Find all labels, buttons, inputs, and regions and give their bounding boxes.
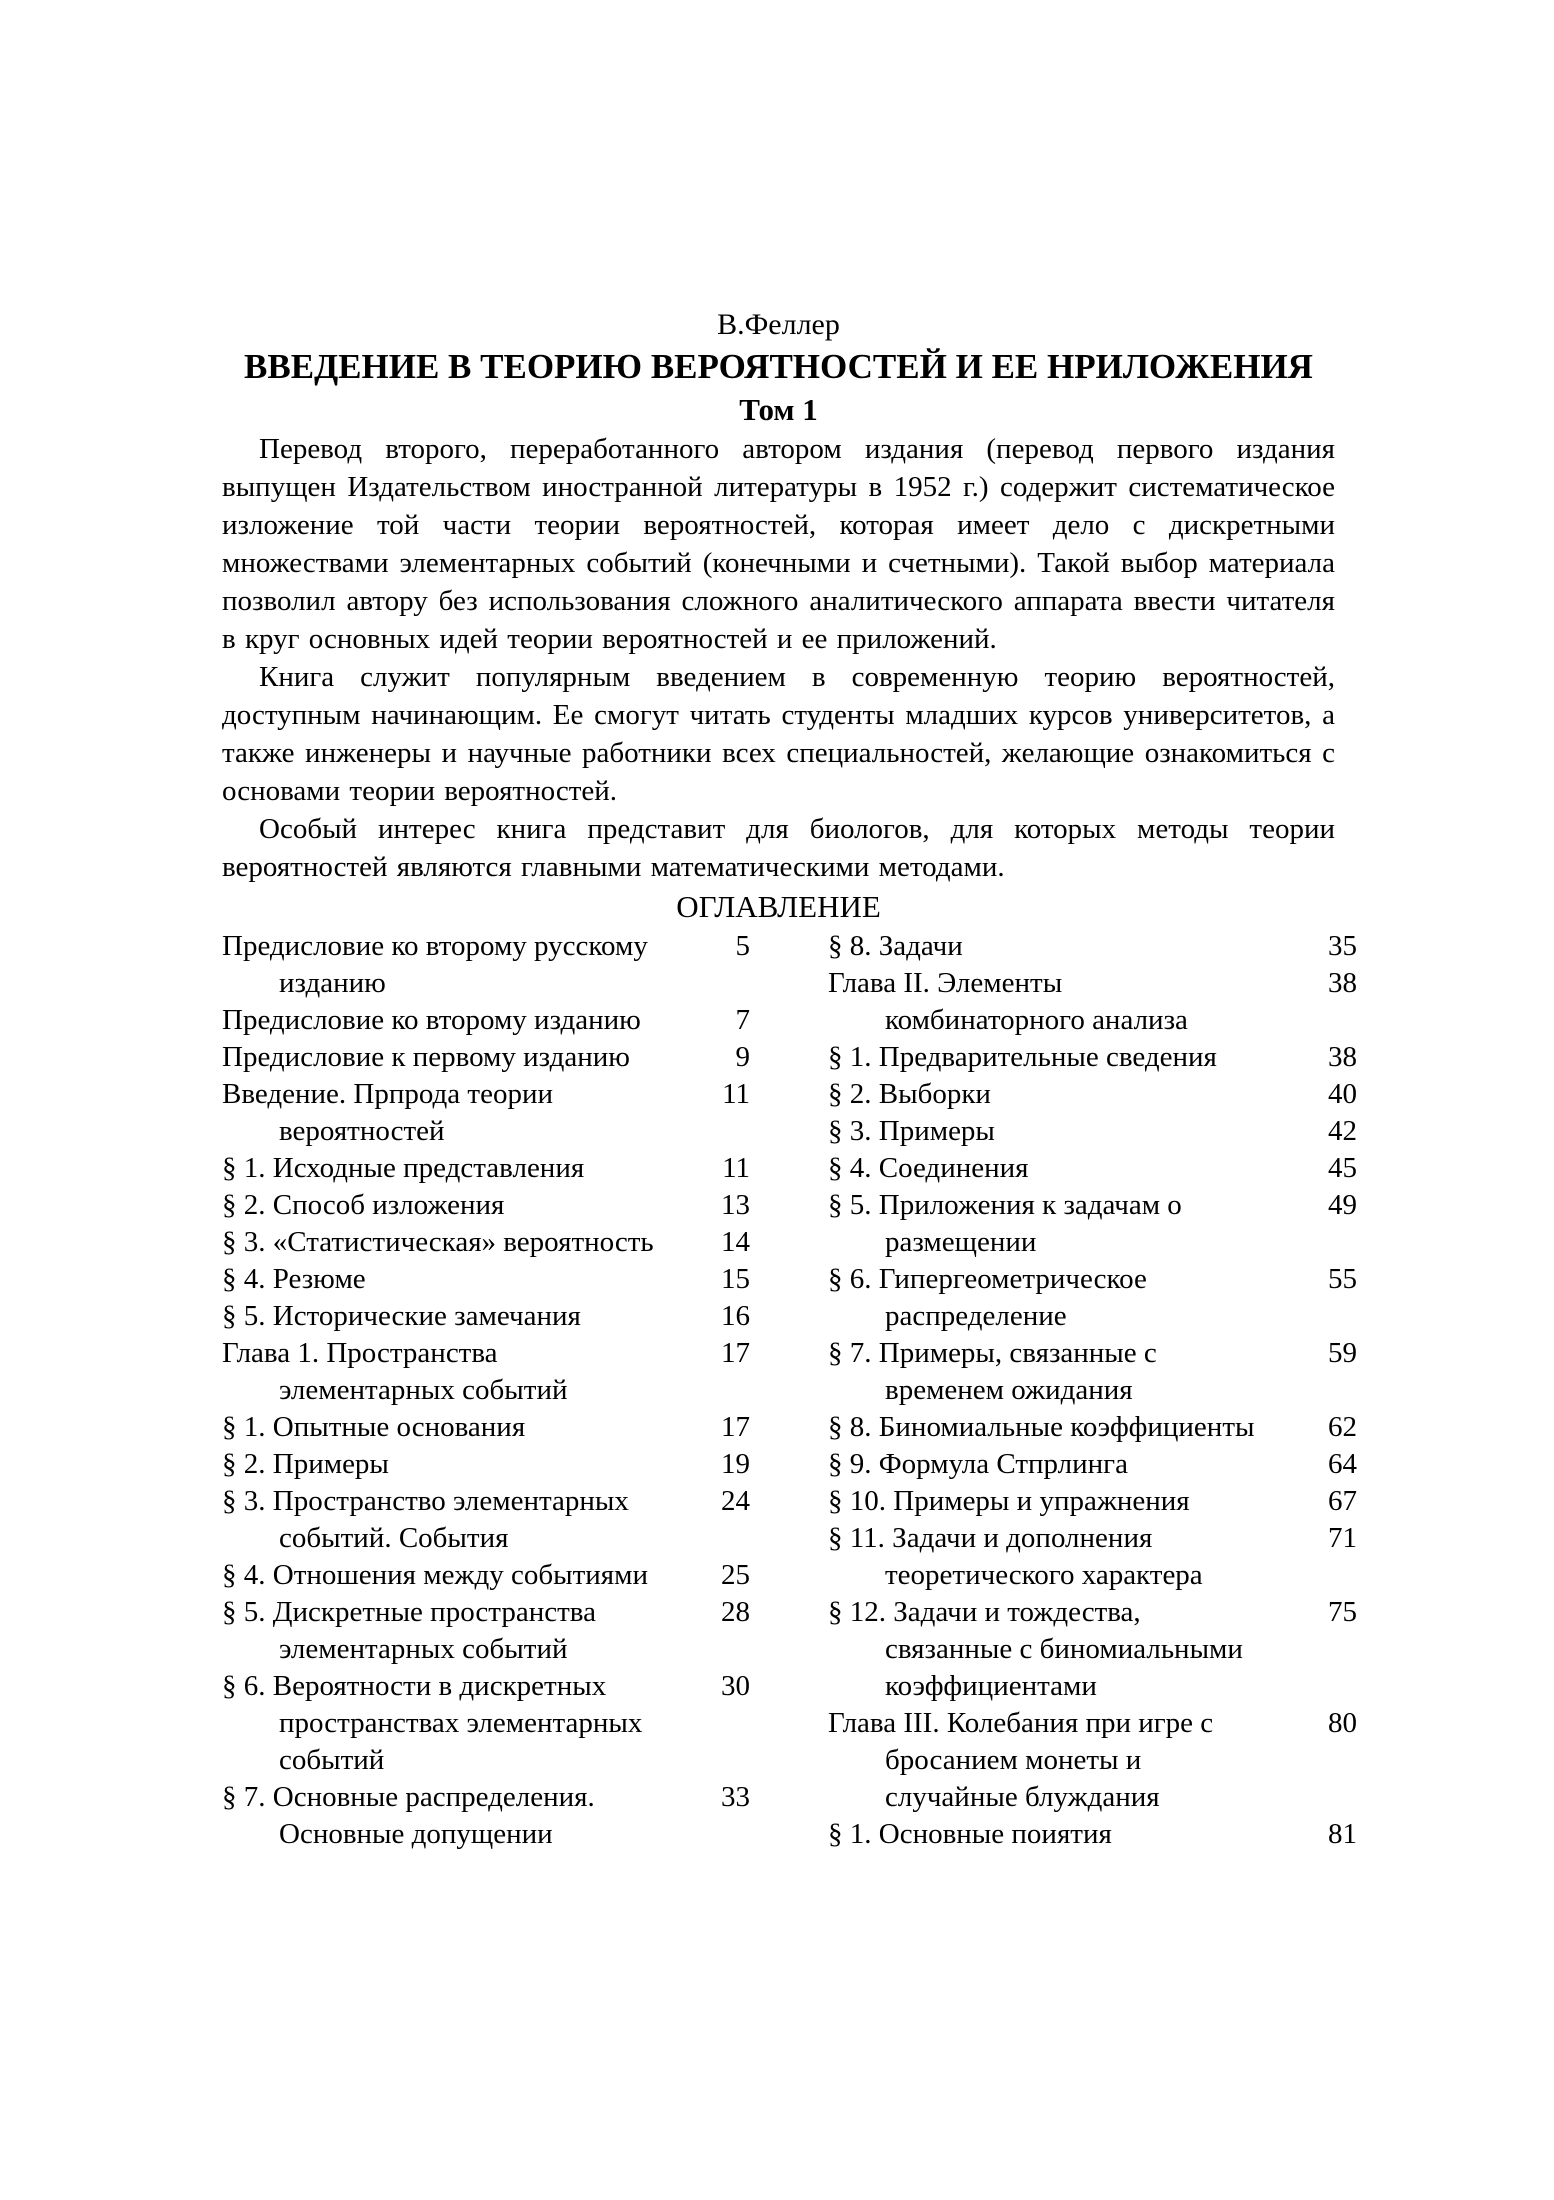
toc-entry-line-continuation (828, 1002, 1357, 1039)
toc-entry-page-number: 64 (1328, 1448, 1357, 1480)
toc-entry (828, 1483, 1357, 1520)
toc-entry-text: коэффициентами (885, 1670, 1097, 1702)
toc-entry-line (222, 1039, 750, 1076)
toc-entry-page-number: 19 (721, 1448, 750, 1480)
toc-entry-page-number: 17 (721, 1411, 750, 1443)
toc-entry-text: § 7. Основные распределения. (222, 1781, 595, 1813)
toc-entry-text: событий (279, 1744, 385, 1776)
book-title: ВВЕДЕНИЕ В ТЕОРИЮ ВЕРОЯТНОСТЕЙ И ЕЕ НРИЛОЖЕНИЯ (244, 347, 1313, 386)
toc-entry-page-number: 30 (721, 1670, 750, 1702)
toc-entry-line-continuation (828, 1224, 1357, 1261)
toc-entry-line (222, 1261, 750, 1298)
toc-entry-text: § 5. Исторические замечания (222, 1300, 581, 1332)
toc-entry-page-number: 81 (1328, 1818, 1357, 1850)
toc-entry-line-continuation (222, 1742, 750, 1779)
toc-entry (222, 1594, 750, 1668)
toc-entry-line-continuation (828, 1372, 1357, 1409)
toc-entry-text: элементарных событий (279, 1374, 568, 1406)
toc-entry-text: событий. События (279, 1522, 509, 1554)
toc-entry-text: § 6. Вероятности в дискретных (222, 1670, 607, 1702)
toc-entry-page-number: 5 (735, 930, 750, 962)
toc-entry-text: Глава 1. Пространства (222, 1337, 498, 1369)
toc-entry-line (828, 1187, 1357, 1224)
toc-entry (222, 1224, 750, 1261)
toc-entry-page-number: 7 (735, 1004, 750, 1036)
toc-entry (222, 1779, 750, 1853)
toc-entry-page-number: 59 (1328, 1337, 1357, 1369)
toc-entry-line (828, 1261, 1357, 1298)
toc-entry-line (828, 1594, 1357, 1631)
toc-entry-line (828, 1150, 1357, 1187)
toc-entry (222, 1409, 750, 1446)
toc-entry-text: бросанием монеты и (885, 1744, 1142, 1776)
toc-entry-text: Глава II. Элементы (828, 967, 1063, 999)
toc-entry (828, 965, 1357, 1039)
toc-entry-page-number: 28 (721, 1596, 750, 1628)
toc-entry (828, 1113, 1357, 1150)
toc-entry (828, 1187, 1357, 1261)
toc-entry-line (222, 1409, 750, 1446)
book-author: В.Феллер (717, 308, 840, 341)
toc-entry-page-number: 80 (1328, 1707, 1357, 1739)
toc-entry-line-continuation (828, 1298, 1357, 1335)
toc-entry-text: элементарных событий (279, 1633, 568, 1665)
toc-entry-text: § 2. Способ изложения (222, 1189, 505, 1221)
toc-entry-line (828, 1409, 1357, 1446)
toc-entry-page-number: 15 (721, 1263, 750, 1295)
toc-entry-line-continuation (222, 1113, 750, 1150)
toc-entry-line (828, 1483, 1357, 1520)
toc-entry (222, 1446, 750, 1483)
toc-entry-page-number: 11 (722, 1078, 750, 1110)
toc-entry-line (222, 1187, 750, 1224)
toc-entry-text: Введение. Прпрода теории (222, 1078, 553, 1110)
toc-entry-text: § 5. Приложения к задачам о (828, 1189, 1182, 1221)
intro-paragraph: Особый интерес книга представит для биологов, для которых методы теории вероятностей являются главными математическими методами. (222, 813, 1335, 883)
document-page (222, 306, 1357, 1853)
toc-entry-line-continuation (222, 1816, 750, 1853)
toc-entry-line (828, 1113, 1357, 1150)
toc-entry-page-number: 38 (1328, 1041, 1357, 1073)
toc-entry-line (222, 1594, 750, 1631)
toc-entry-text: случайные блуждания (885, 1781, 1160, 1813)
toc-entry-line (222, 1483, 750, 1520)
toc-entry-line (222, 1446, 750, 1483)
toc-entry-page-number: 13 (721, 1189, 750, 1221)
toc-entry (222, 1261, 750, 1298)
toc-entry (222, 1557, 750, 1594)
toc-entry-text: Предисловие ко второму русскому (222, 930, 648, 962)
toc-entry-line (222, 1076, 750, 1113)
toc-entry-text: изданию (279, 967, 386, 999)
toc-entry-line-continuation (222, 1705, 750, 1742)
toc-entry-text: § 3. Примеры (828, 1115, 995, 1147)
toc-entry (222, 1002, 750, 1039)
toc-entry-line-continuation (828, 1668, 1357, 1705)
toc-entry-text: § 4. Соединения (828, 1152, 1029, 1184)
intro-paragraph: Перевод второго, переработанного автором издания (перевод первого издания выпущен Издательством иностранной литературы в 1952 г.) содержит систематическое изложение той части теории вероятностей, которая имеет дело с дискретными множествами элементарных событий (конечными и счетными). Такой выбор материала позволил автору без использования сложного аналитического аппарата ввести читателя в круг основных идей теории вероятностей и ее приложений. (222, 433, 1335, 655)
toc-entry (828, 1039, 1357, 1076)
toc-entry-line (828, 1816, 1357, 1853)
toc-entry-line-continuation (828, 1631, 1357, 1668)
toc-entry-text: § 1. Основные поиятия (828, 1818, 1112, 1850)
toc-entry-text: § 10. Примеры и упражнения (828, 1485, 1190, 1517)
toc-entry-line (828, 965, 1357, 1002)
toc-entry (828, 1816, 1357, 1853)
toc-entry-text: вероятностей (279, 1115, 445, 1147)
toc-entry-text: § 1. Предварительные сведения (828, 1041, 1217, 1073)
toc-entry-line (222, 1150, 750, 1187)
toc-entry-text: § 2. Примеры (222, 1448, 389, 1480)
toc-entry-text: § 12. Задачи и тождества, (828, 1596, 1141, 1628)
toc-entry-line (828, 1705, 1357, 1742)
toc-entry-text: § 11. Задачи и дополнения (828, 1522, 1153, 1554)
toc-entry-text: § 2. Выборки (828, 1078, 991, 1110)
toc-entry-line (222, 1298, 750, 1335)
toc-entry-line (222, 1224, 750, 1261)
toc-entry-text: § 6. Гипергеометрическое (828, 1263, 1147, 1295)
toc-entry-line (828, 1520, 1357, 1557)
toc-entry (222, 1187, 750, 1224)
toc-entry-page-number: 25 (721, 1559, 750, 1591)
toc-entry-text: § 9. Формула Стпрлинга (828, 1448, 1128, 1480)
toc-entry (828, 928, 1357, 965)
toc-entry (828, 1335, 1357, 1409)
toc-entry (222, 1668, 750, 1779)
toc-entry-page-number: 38 (1328, 967, 1357, 999)
toc-entry-line-continuation (828, 1557, 1357, 1594)
toc-entry-text: Предисловие к первому изданию (222, 1041, 630, 1073)
toc-entry-page-number: 49 (1328, 1189, 1357, 1221)
toc-entry (222, 928, 750, 1002)
toc-entry-text: § 8. Биномиальные коэффициенты (828, 1411, 1255, 1443)
toc-entry-line (222, 1557, 750, 1594)
toc-entry-text: временем ожидания (885, 1374, 1133, 1406)
toc-entry (222, 1335, 750, 1409)
toc-entry (828, 1446, 1357, 1483)
toc-entry-page-number: 33 (721, 1781, 750, 1813)
toc-entry-text: § 4. Отношения между событиями (222, 1559, 648, 1591)
toc-entry-line (222, 1668, 750, 1705)
toc-entry-text: комбинаторного анализа (885, 1004, 1188, 1036)
toc-entry-page-number: 16 (721, 1300, 750, 1332)
toc-entry-text: § 4. Резюме (222, 1263, 366, 1295)
toc-entry-text: теоретического характера (885, 1559, 1203, 1591)
toc-entry (222, 1076, 750, 1150)
toc-entry-line (222, 928, 750, 965)
toc-entry-text: пространствах элементарных (279, 1707, 643, 1739)
toc-entry-text: связанные с биномиальными (885, 1633, 1243, 1665)
toc-entry-page-number: 42 (1328, 1115, 1357, 1147)
toc-entry-text: § 1. Исходные представления (222, 1152, 585, 1184)
volume-label: Том 1 (739, 392, 818, 427)
toc-entry-line-continuation (222, 1520, 750, 1557)
toc-heading: ОГЛАВЛЕНИЕ (676, 889, 881, 924)
toc-entry-page-number: 45 (1328, 1152, 1357, 1184)
toc-entry-line (828, 928, 1357, 965)
toc-entry (828, 1076, 1357, 1113)
toc-entry-page-number: 11 (722, 1152, 750, 1184)
toc-column-left (222, 928, 750, 1853)
intro-paragraph: Книга служит популярным введением в современную теорию вероятностей, доступным начинающим. Ее смогут читать студенты младших курсов университетов, а также инженеры и научные работники всех специальностей, желающие ознакомиться с основами теории вероятностей. (222, 661, 1335, 807)
toc-entry-page-number: 40 (1328, 1078, 1357, 1110)
toc-entry (828, 1409, 1357, 1446)
toc-entry-text: § 7. Примеры, связанные с (828, 1337, 1157, 1369)
toc-entry-page-number: 75 (1328, 1596, 1357, 1628)
annotation-text (222, 430, 1357, 886)
toc-entry-line (828, 1076, 1357, 1113)
toc-entry-line (828, 1039, 1357, 1076)
toc-entry (222, 1039, 750, 1076)
toc-entry-line (222, 1002, 750, 1039)
toc-entry (828, 1261, 1357, 1335)
toc-entry-line (222, 1335, 750, 1372)
toc-entry-page-number: 62 (1328, 1411, 1357, 1443)
toc-entry-text: распределение (885, 1300, 1067, 1332)
toc-entry-page-number: 71 (1328, 1522, 1357, 1554)
toc-entry-line-continuation (828, 1742, 1357, 1779)
toc-entry (828, 1520, 1357, 1594)
toc-entry-line-continuation (222, 1631, 750, 1668)
toc-entry (222, 1298, 750, 1335)
toc-column-right (828, 928, 1357, 1853)
toc-entry-text: § 3. «Статистическая» вероятность (222, 1226, 654, 1258)
toc-entry (828, 1594, 1357, 1705)
toc-entry-line (828, 1335, 1357, 1372)
toc-entry (222, 1150, 750, 1187)
toc-entry-line-continuation (222, 965, 750, 1002)
toc-entry-text: Основные допущении (279, 1818, 553, 1850)
toc-entry (222, 1483, 750, 1557)
toc-entry-page-number: 24 (721, 1485, 750, 1517)
toc-entry-text: § 8. Задачи (828, 930, 963, 962)
toc-entry-page-number: 14 (721, 1226, 750, 1258)
toc-entry-page-number: 35 (1328, 930, 1357, 962)
table-of-contents (222, 928, 1357, 1853)
toc-entry-line (828, 1446, 1357, 1483)
toc-entry-line (222, 1779, 750, 1816)
toc-entry-page-number: 9 (735, 1041, 750, 1073)
toc-entry-page-number: 67 (1328, 1485, 1357, 1517)
toc-entry-page-number: 17 (721, 1337, 750, 1369)
toc-entry-line-continuation (828, 1779, 1357, 1816)
toc-entry-text: § 1. Опытные основания (222, 1411, 526, 1443)
toc-entry-text: § 5. Дискретные пространства (222, 1596, 596, 1628)
toc-entry (828, 1150, 1357, 1187)
toc-entry-line-continuation (222, 1372, 750, 1409)
toc-entry (828, 1705, 1357, 1816)
toc-entry-page-number: 55 (1328, 1263, 1357, 1295)
toc-entry-text: размещении (885, 1226, 1037, 1258)
toc-entry-text: Глава III. Колебания при игре с (828, 1707, 1214, 1739)
toc-entry-text: § 3. Пространство элементарных (222, 1485, 629, 1517)
toc-entry-text: Предисловие ко второму изданию (222, 1004, 641, 1036)
